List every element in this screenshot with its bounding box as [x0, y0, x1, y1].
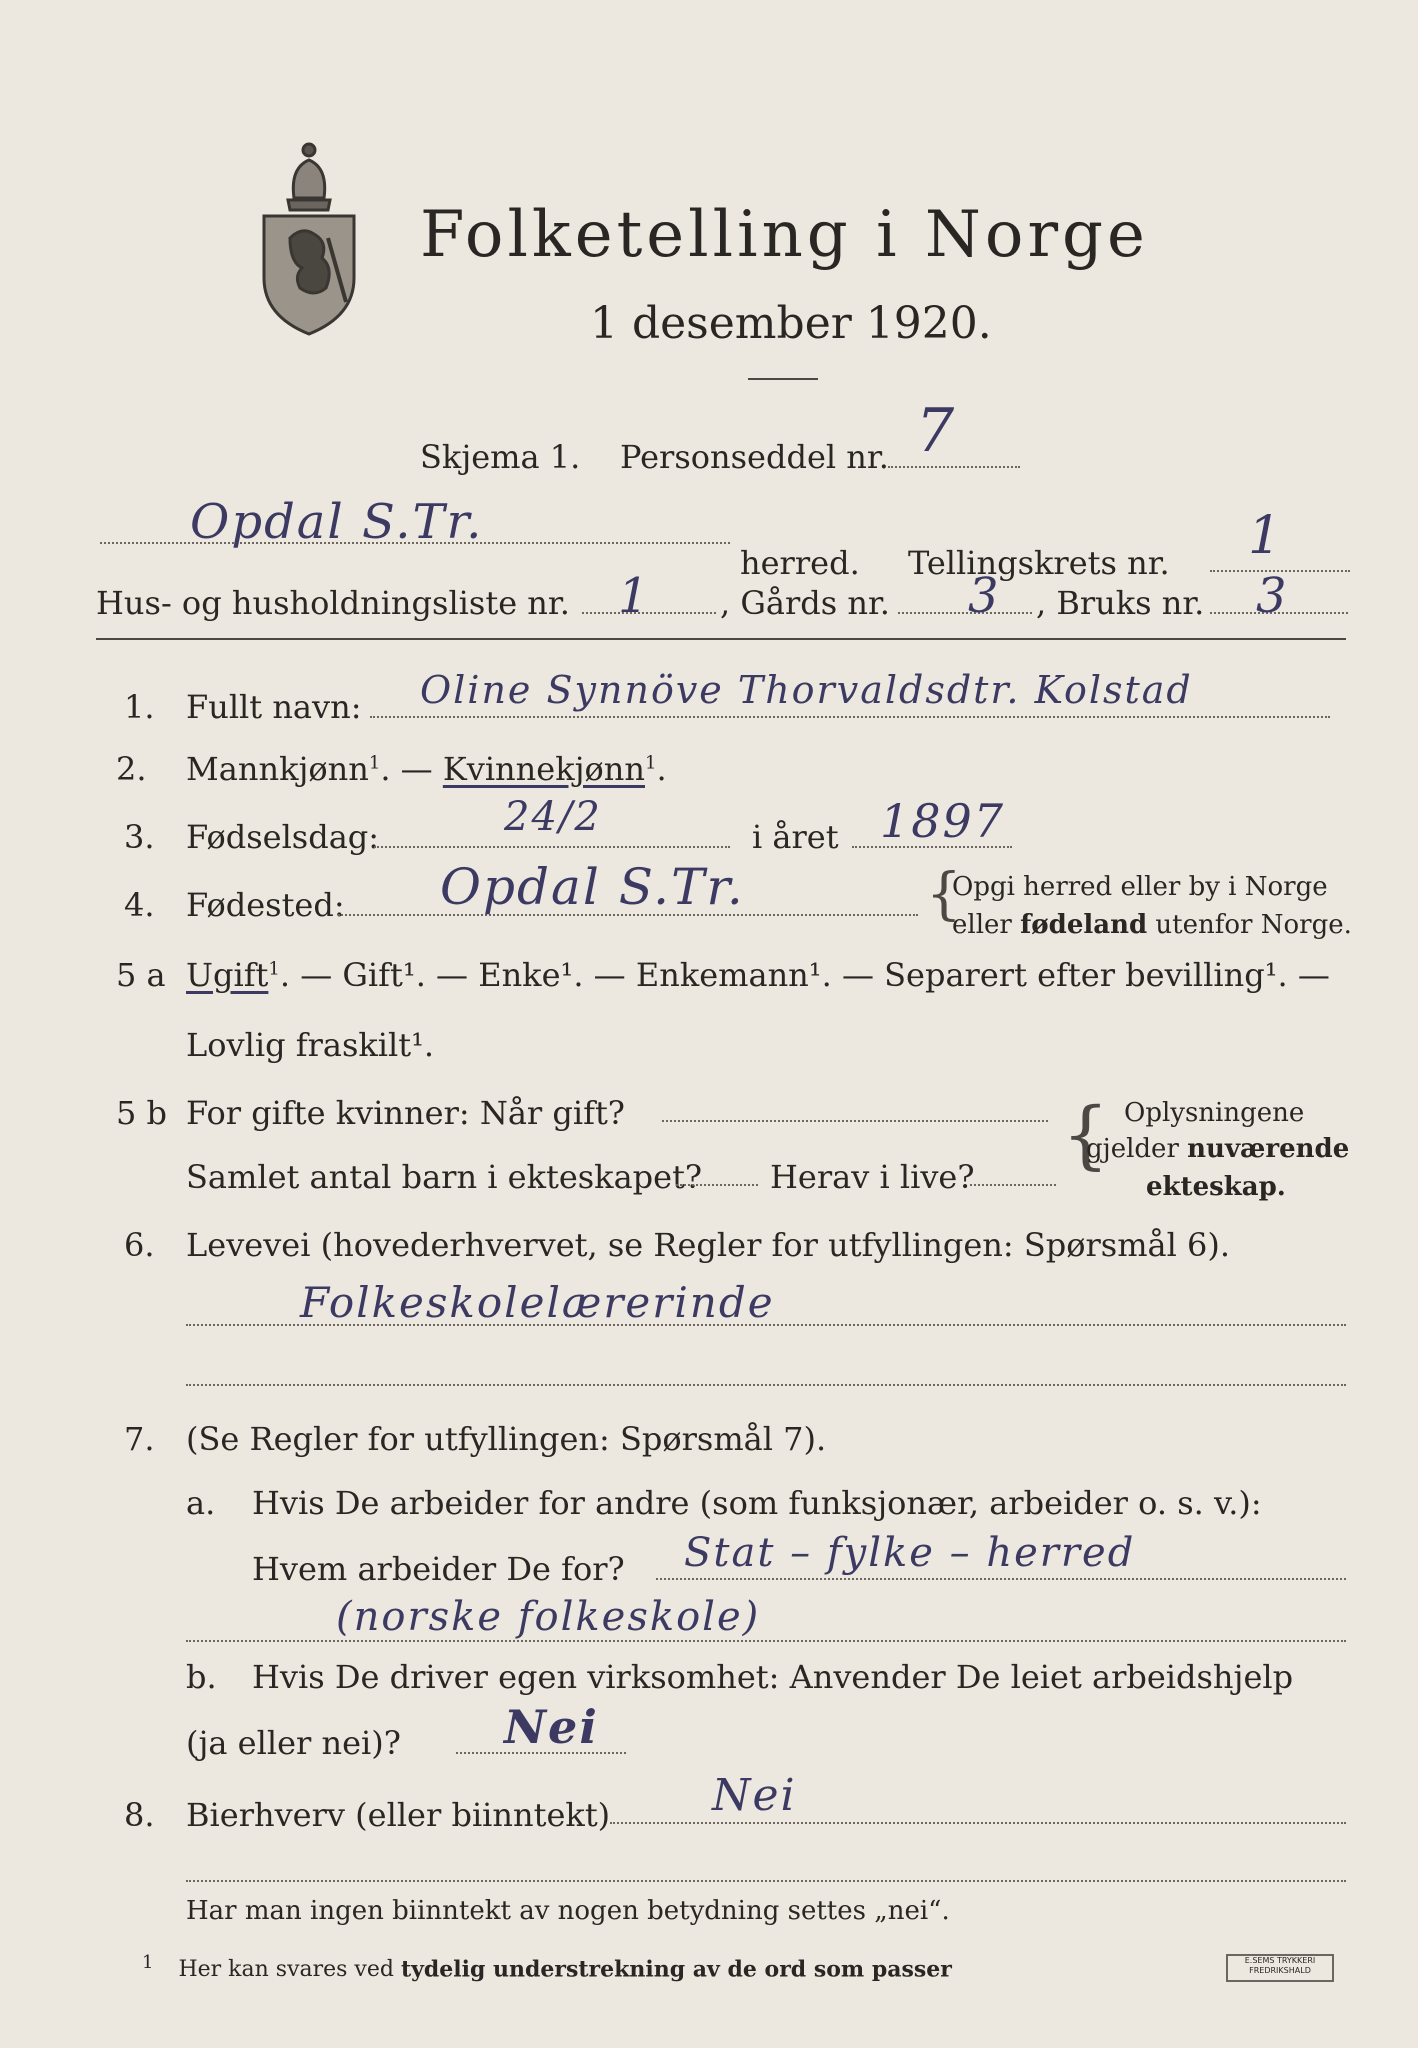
q1-number: 1. [124, 688, 155, 726]
herred-label: herred. [740, 544, 860, 582]
q5a-ugift-sup: 1 [268, 958, 280, 980]
q7-label: (Se Regler for utfyllingen: Spørsmål 7). [186, 1420, 827, 1458]
q2-mann[interactable]: Mannkjønn [186, 750, 369, 788]
q7a-line1 [656, 1578, 1346, 1580]
q1-label: Fullt navn: [186, 688, 362, 726]
q4-value[interactable]: Opdal S.Tr. [440, 858, 745, 916]
q6-line2 [186, 1384, 1346, 1386]
q2-end: . [656, 750, 667, 788]
q5a-ugift[interactable]: Ugift [186, 956, 269, 994]
q5b-label3: Herav i live? [770, 1158, 975, 1196]
q7b-letter: b. [186, 1658, 217, 1696]
printer-line1: E.SEMS TRYKKERI [1244, 1956, 1316, 1965]
q4-label: Fødested: [186, 886, 345, 924]
personseddel-line [888, 466, 1020, 468]
q2-options [186, 750, 667, 788]
q4-note2a: eller [952, 910, 1021, 940]
gards-line [898, 612, 1032, 614]
norway-coat-of-arms-icon [250, 138, 368, 338]
q7b-text: Hvis De driver egen virksomhet: Anvender De leiet arbeidshjelp [252, 1658, 1294, 1696]
q7b-question: (ja eller nei)? [186, 1724, 401, 1762]
q5b-alive-line [970, 1184, 1056, 1186]
footnote-text-b: tydelig understrekning av de ord som passer [400, 1956, 952, 1983]
q3-year-value[interactable]: 1897 [880, 794, 1006, 848]
q5b-label2: Samlet antal barn i ekteskapet? [186, 1158, 703, 1196]
q5a-number: 5 a [116, 956, 166, 994]
q2-number: 2. [116, 750, 147, 788]
q1-value[interactable]: Oline Synnöve Thorvaldsdtr. Kolstad [420, 668, 1193, 712]
q4-note-line2 [952, 910, 1352, 940]
q8-label: Bierhverv (eller biinntekt) [186, 1796, 611, 1834]
q8-number: 8. [124, 1796, 155, 1834]
gards-label: , Gårds nr. [720, 584, 890, 622]
herred-value[interactable]: Opdal S.Tr. [190, 494, 484, 550]
husliste-value[interactable]: 1 [618, 568, 651, 624]
bruks-value[interactable]: 3 [1256, 568, 1289, 624]
tellingskrets-value[interactable]: 1 [1248, 506, 1284, 566]
personseddel-label: Personseddel nr. [620, 438, 889, 476]
q4-note2c: utenfor Norge. [1147, 910, 1352, 940]
q8-line2 [186, 1880, 1346, 1882]
q1-line [370, 716, 1330, 718]
q5a-rest[interactable]: . — Gift¹. — Enke¹. — Enkemann¹. — Separert efter bevilling¹. — [279, 956, 1330, 994]
q3-label: Fødselsdag: [186, 818, 380, 856]
skjema-label: Skjema 1. [420, 438, 581, 476]
q7a-value1[interactable]: Stat – fylke – herred [684, 1530, 1136, 1576]
q5b-brace: { [1062, 1092, 1110, 1178]
q3-year-label: i året [752, 818, 839, 856]
bruks-label: , Bruks nr. [1036, 584, 1205, 622]
printer-stamp [1226, 1954, 1334, 1982]
form-title: Folketelling i Norge [420, 198, 1149, 272]
header-rule [96, 638, 1346, 640]
footnote-number: 1 [142, 1952, 154, 1973]
q5b-note1: Oplysningene [1124, 1098, 1305, 1128]
footer-note: Har man ingen biinntekt av nogen betydning settes „nei“. [186, 1896, 950, 1926]
q8-line1 [610, 1822, 1346, 1824]
q5b-married-line [662, 1120, 1048, 1122]
q7-number: 7. [124, 1420, 155, 1458]
footnote-text-a: Her kan svares ved [178, 1957, 401, 1983]
q6-label: Levevei (hovederhvervet, se Regler for utfyllingen: Spørsmål 6). [186, 1226, 1231, 1264]
q3-day-value[interactable]: 24/2 [504, 794, 602, 840]
q5b-number: 5 b [116, 1094, 168, 1132]
husliste-label: Hus- og husholdningsliste nr. [96, 584, 570, 622]
q7a-letter: a. [186, 1484, 216, 1522]
q6-line1 [186, 1324, 1346, 1326]
q7a-question: Hvem arbeider De for? [252, 1550, 625, 1588]
q5b-note2a: gjelder [1086, 1134, 1188, 1164]
q8-value[interactable]: Nei [712, 1770, 797, 1821]
census-date: 1 desember 1920. [590, 298, 992, 349]
q7a-line2 [186, 1640, 1346, 1642]
q7b-value[interactable]: Nei [504, 1700, 599, 1754]
q2-dash: . — [380, 750, 433, 788]
q6-number: 6. [124, 1226, 155, 1264]
tellingskrets-label: Tellingskrets nr. [908, 544, 1170, 582]
q5b-note2 [1086, 1134, 1349, 1164]
q5b-children-line [676, 1184, 758, 1186]
q4-note2b: fødeland [1020, 910, 1148, 940]
q7a-value2[interactable]: (norske folkeskole) [336, 1594, 761, 1640]
q3-number: 3. [124, 818, 155, 856]
q5b-note3: ekteskap. [1146, 1172, 1286, 1202]
q3-day-line [374, 846, 730, 848]
q5a-line2[interactable]: Lovlig fraskilt¹. [186, 1026, 435, 1064]
q5a-options [186, 956, 1330, 994]
q5b-note2b: nuværende [1187, 1134, 1350, 1164]
q2-mann-sup: 1 [368, 752, 381, 774]
q7a-text: Hvis De arbeider for andre (som funksjonær, arbeider o. s. v.): [252, 1484, 1262, 1522]
title-divider [748, 378, 818, 380]
printer-line2: FREDRIKSHALD [1249, 1966, 1311, 1975]
gards-value[interactable]: 3 [968, 568, 1001, 624]
q2-kvinne[interactable]: Kvinnekjønn [442, 750, 645, 788]
q4-number: 4. [124, 886, 155, 924]
q2-kvinne-sup: 1 [645, 752, 657, 774]
personseddel-value[interactable]: 7 [916, 396, 957, 466]
q4-note-line1: Opgi herred eller by i Norge [952, 872, 1328, 902]
q4-brace: { [926, 862, 962, 927]
q5b-label1: For gifte kvinner: Når gift? [186, 1094, 625, 1132]
footnote [142, 1952, 952, 1982]
q6-value[interactable]: Folkeskolelærerinde [300, 1278, 775, 1327]
